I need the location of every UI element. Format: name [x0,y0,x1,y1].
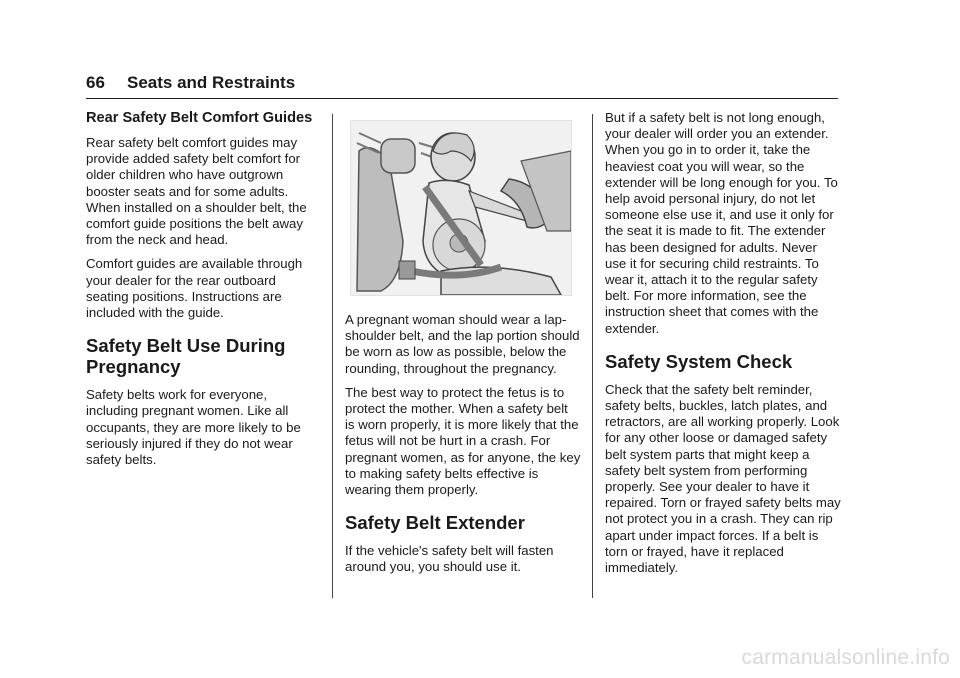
paragraph: Comfort guides are available through your dealer for the rear outboard seating positions. Instructions are included with the guide. [86,256,303,321]
heading-comfort-guides: Rear Safety Belt Comfort Guides [86,110,313,126]
pregnant-woman-seatbelt-illustration [350,120,572,296]
paragraph: But if a safety belt is not long enough, your dealer will order you an extender. When you go in to order it, take the heaviest coat you will wear, so the extender will be long enough for you. To help avoid personal injury, do not let someone else use it, and use it only for the seat it is made to fit. The extender has been designed for adults. Never use it for securing child restraints. To wear it, attach it to the regular safety belt. For more information, see the instruction sheet that comes with the extender. [605,110,838,336]
figure-caption: A pregnant woman should wear a lap-shoulder belt, and the lap portion should be worn as low as possible, below the rounding, throughout the pregnancy. [345,312,580,376]
column-right [605,110,841,584]
paragraph: Rear safety belt comfort guides may provide added safety belt comfort for older children who have outgrown booster seats and for some adults. When installed on a shoulder belt, the comfort guide positions the belt away from the neck and head. [86,135,307,248]
column-divider [592,114,593,598]
column-divider [332,114,333,598]
heading-pregnancy: Safety Belt Use During Pregnancy [86,335,286,378]
column-left [86,110,318,476]
paragraph: Check that the safety belt reminder, safety belts, buckles, latch plates, and retractors, are all working properly. Look for any other loose or damaged safety belt system parts that might keep a safety belt system from performing properly. See your dealer to have it repaired. Torn or frayed safety belts may not protect you in a crash. They can rip apart under impact forces. If a belt is torn or frayed, have it replaced immediately. [605,381,841,576]
watermark: carmanualsonline.info [741,646,950,669]
heading-system-check: Safety System Check [605,350,793,372]
page-number: 66 [86,73,105,92]
heading-belt-extender: Safety Belt Extender [345,512,525,534]
illustration-graphic [351,121,571,295]
column-middle [345,112,581,584]
section-title: Seats and Restraints [127,73,296,92]
paragraph: Safety belts work for everyone, including pregnant women. Like all occupants, they are more likely to be seriously injured if they do not wear safety belts. [86,387,301,468]
page-header [86,72,838,99]
paragraph: The best way to protect the fetus is to protect the mother. When a safety belt is worn properly, it is more likely that the fetus will not be hurt in a crash. For pregnant women, as for anyone, the key to making safety belts effective is wearing them properly. [345,384,581,498]
paragraph: If the vehicle's safety belt will fasten around you, you should use it. [345,543,554,575]
